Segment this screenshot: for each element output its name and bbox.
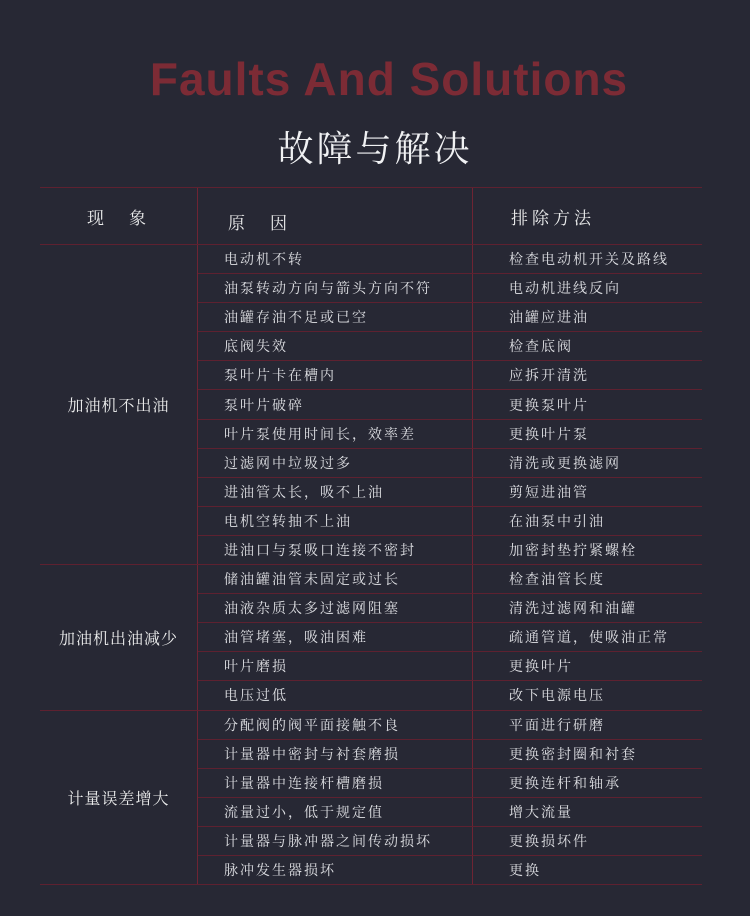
solution-cell: 改下电源电压 [509, 687, 605, 704]
table-body [40, 245, 702, 885]
column-header-phenomenon: 现 象 [40, 188, 198, 244]
cause-cell: 底阀失效 [198, 332, 473, 360]
cause-cell: 泵叶片卡在槽内 [198, 361, 473, 389]
phenomenon-label: 加油机出油减少 [40, 565, 198, 709]
table-row [198, 740, 702, 769]
table-row [198, 420, 702, 449]
solution-cell: 在油泵中引油 [509, 512, 605, 529]
table-row [198, 711, 702, 740]
table-row [198, 507, 702, 536]
cause-cell: 储油罐油管未固定或过长 [198, 565, 473, 593]
solution-cell: 更换损坏件 [509, 832, 589, 849]
cause-cell: 计量器中连接杆槽磨损 [198, 769, 473, 797]
solution-cell: 检查电动机开关及路线 [509, 251, 669, 268]
table-row [198, 681, 702, 709]
table-row [198, 332, 702, 361]
solution-cell: 剪短进油管 [509, 483, 589, 500]
solution-cell: 疏通管道，使吸油正常 [509, 629, 669, 646]
title-chinese: 故障与解决 [277, 128, 473, 169]
cause-cell: 泵叶片破碎 [198, 390, 473, 418]
cause-cell: 油液杂质太多过滤网阻塞 [198, 594, 473, 622]
fault-section [40, 565, 702, 710]
solution-cell: 检查底阀 [509, 338, 573, 355]
solution-cell: 应拆开清洗 [509, 367, 589, 384]
cause-cell: 油罐存油不足或已空 [198, 303, 473, 331]
cause-cell: 计量器与脉冲器之间传动损坏 [198, 827, 473, 855]
cause-cell: 脉冲发生器损坏 [198, 856, 473, 884]
cause-cell: 分配阀的阀平面接触不良 [198, 711, 473, 739]
table-row [198, 769, 702, 798]
cause-cell: 叶片泵使用时间长，效率差 [198, 420, 473, 448]
solution-cell: 更换泵叶片 [509, 396, 589, 413]
column-header-cause: 原 因 [198, 188, 473, 244]
cause-cell: 过滤网中垃圾过多 [198, 449, 473, 477]
section-rows [198, 245, 702, 564]
fault-section [40, 711, 702, 886]
table-row [198, 245, 702, 274]
table-row [198, 361, 702, 390]
table-row [198, 478, 702, 507]
cause-cell: 电机空转抽不上油 [198, 507, 473, 535]
table-row [198, 390, 702, 419]
solution-cell: 电动机进线反向 [509, 280, 621, 297]
cause-cell: 叶片磨损 [198, 652, 473, 680]
solution-cell: 平面进行研磨 [509, 716, 605, 733]
solution-cell: 更换连杆和轴承 [509, 774, 621, 791]
table-row [198, 536, 702, 564]
table-row [198, 827, 702, 856]
table-row [198, 274, 702, 303]
cause-cell: 进油口与泵吸口连接不密封 [198, 536, 473, 564]
cause-cell: 进油管太长，吸不上油 [198, 478, 473, 506]
table-row [198, 303, 702, 332]
solution-cell: 更换叶片泵 [509, 425, 589, 442]
cause-cell: 流量过小，低于规定值 [198, 798, 473, 826]
phenomenon-label: 加油机不出油 [40, 245, 198, 564]
solution-cell: 更换 [509, 862, 541, 879]
column-header-solution: 排除方法 [511, 208, 595, 228]
table-row [198, 623, 702, 652]
cause-cell: 电动机不转 [198, 245, 473, 273]
faults-table [40, 187, 702, 885]
table-row [198, 565, 702, 594]
phenomenon-label: 计量误差增大 [40, 711, 198, 885]
table-row [198, 798, 702, 827]
solution-cell: 清洗或更换滤网 [509, 454, 621, 471]
cause-cell: 电压过低 [198, 681, 473, 709]
cause-cell: 计量器中密封与衬套磨损 [198, 740, 473, 768]
solution-cell: 更换密封圈和衬套 [509, 745, 637, 762]
solution-cell: 更换叶片 [509, 658, 573, 675]
table-header-row [40, 188, 702, 245]
section-rows [198, 565, 702, 709]
solution-cell: 检查油管长度 [509, 571, 605, 588]
solution-cell: 清洗过滤网和油罐 [509, 600, 637, 617]
solution-cell: 油罐应进油 [509, 309, 589, 326]
table-row [198, 856, 702, 884]
section-rows [198, 711, 702, 885]
cause-cell: 油泵转动方向与箭头方向不符 [198, 274, 473, 302]
title-english: Faults And Solutions [149, 53, 629, 105]
table-row [198, 594, 702, 623]
table-row [198, 652, 702, 681]
cause-cell: 油管堵塞，吸油困难 [198, 623, 473, 651]
solution-cell: 增大流量 [509, 803, 573, 820]
solution-cell: 加密封垫拧紧螺栓 [509, 541, 637, 558]
table-row [198, 449, 702, 478]
fault-section [40, 245, 702, 565]
